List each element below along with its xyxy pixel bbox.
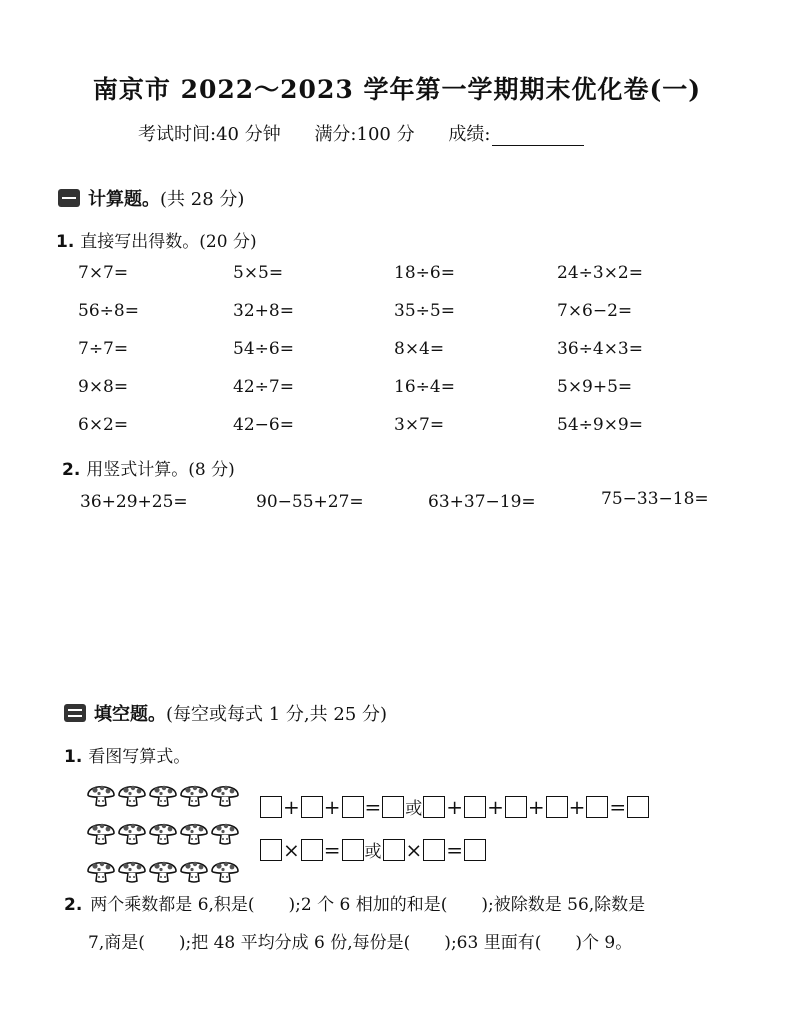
calc-item: 16÷4=: [394, 377, 455, 397]
roman-two-badge-icon: [64, 704, 86, 722]
mushroom-icon: [179, 778, 209, 808]
times-sign: ×: [283, 838, 300, 862]
question-text: 直接写出得数。(20 分): [80, 232, 257, 252]
calc-item: 5×9+5=: [557, 377, 633, 397]
mushroom-icon: [148, 854, 178, 884]
plus-sign: +: [527, 795, 545, 819]
exam-time: 考试时间:40 分钟: [138, 124, 281, 145]
calc-item: 42÷7=: [233, 377, 294, 397]
full-score: 满分:100 分: [314, 124, 415, 145]
equals-sign: =: [609, 795, 627, 819]
section-1-header: [58, 185, 244, 211]
plus-sign: +: [323, 795, 341, 819]
times-sign: ×: [405, 838, 423, 862]
calc-item: 35÷5=: [394, 301, 455, 321]
question-number: 2.: [64, 895, 83, 915]
mushroom-icon: [210, 778, 240, 808]
section-2-header: [64, 700, 387, 726]
equals-sign: =: [446, 838, 464, 862]
answer-box[interactable]: [586, 796, 608, 818]
calc-item: 54÷6=: [233, 339, 294, 359]
section-2-points: (每空或每式 1 分,共 25 分): [166, 704, 388, 725]
mushroom-picture: [86, 778, 240, 884]
calc-item: 8×4=: [394, 339, 445, 359]
mushroom-icon: [179, 854, 209, 884]
mushroom-icon: [210, 854, 240, 884]
answer-box[interactable]: [342, 796, 364, 818]
plus-sign: +: [487, 795, 504, 819]
mushroom-icon: [117, 854, 147, 884]
answer-box[interactable]: [260, 796, 282, 818]
calc-item: 54÷9×9=: [557, 415, 643, 435]
answer-box[interactable]: [342, 839, 364, 861]
question-number: 1.: [56, 232, 75, 252]
vertical-calc-item: 90−55+27=: [256, 492, 364, 512]
mushroom-icon: [148, 816, 178, 846]
calc-item: 32+8=: [233, 301, 294, 321]
question-text: 用竖式计算。(8 分): [86, 460, 235, 480]
question-text: 看图写算式。: [88, 747, 191, 767]
calc-item: 7÷7=: [78, 339, 129, 359]
calc-item: 56÷8=: [78, 301, 139, 321]
answer-box[interactable]: [301, 839, 323, 861]
calc-item: 3×7=: [394, 415, 445, 435]
question-2-1: [64, 742, 190, 767]
mushroom-icon: [86, 854, 116, 884]
answer-box[interactable]: [260, 839, 282, 861]
roman-one-badge-icon: [58, 189, 80, 207]
calc-item: 6×2=: [78, 415, 129, 435]
calc-item: 9×8=: [78, 377, 129, 397]
calc-item: 18÷6=: [394, 263, 455, 283]
multiplication-equation-row: [260, 837, 486, 862]
vertical-calc-item: 36+29+25=: [80, 492, 188, 512]
answer-box[interactable]: [464, 796, 486, 818]
plus-sign: +: [446, 795, 464, 819]
mushroom-icon: [210, 816, 240, 846]
score-label: 成绩:: [448, 124, 491, 145]
section-1-points: (共 28 分): [160, 189, 245, 210]
score-blank[interactable]: [492, 127, 584, 146]
mushroom-icon: [179, 816, 209, 846]
answer-box[interactable]: [546, 796, 568, 818]
equals-sign: =: [323, 838, 341, 862]
question-1-1: [56, 227, 257, 252]
answer-box[interactable]: [301, 796, 323, 818]
vertical-calc-item: 63+37−19=: [428, 492, 536, 512]
mushroom-icon: [86, 816, 116, 846]
answer-box[interactable]: [423, 796, 445, 818]
plus-sign: +: [283, 795, 300, 819]
calc-item: 42−6=: [233, 415, 294, 435]
mushroom-icon: [117, 778, 147, 808]
addition-equation-row: [260, 794, 649, 819]
answer-box[interactable]: [382, 796, 404, 818]
question-number: 2.: [62, 460, 81, 480]
or-word: 或: [405, 799, 423, 819]
calc-item: 5×5=: [233, 263, 284, 283]
answer-box[interactable]: [464, 839, 486, 861]
mushroom-icon: [148, 778, 178, 808]
section-2-title: 填空题。: [94, 704, 166, 725]
or-word: 或: [364, 842, 382, 862]
calc-item: 7×7=: [78, 263, 129, 283]
section-1-title: 计算题。: [88, 189, 160, 210]
exam-info: [138, 120, 612, 146]
question-line-1: 两个乘数都是 6,积是( );2 个 6 相加的和是( );被除数是 56,除数是: [90, 895, 646, 915]
calc-item: 24÷3×2=: [557, 263, 643, 283]
question-number: 1.: [64, 747, 83, 767]
question-1-2: [62, 455, 235, 480]
question-line-2: 7,商是( );把 48 平均分成 6 份,每份是( );63 里面有( )个 9。: [88, 933, 633, 953]
equals-sign: =: [364, 795, 382, 819]
calc-item: 7×6−2=: [557, 301, 633, 321]
vertical-calc-item: 75−33−18=: [601, 489, 709, 509]
plus-sign: +: [568, 795, 586, 819]
mushroom-icon: [117, 816, 147, 846]
answer-box[interactable]: [505, 796, 527, 818]
calc-item: 36÷4×3=: [557, 339, 643, 359]
answer-box[interactable]: [627, 796, 649, 818]
answer-box[interactable]: [423, 839, 445, 861]
question-2-2: [64, 886, 764, 962]
mushroom-icon: [86, 778, 116, 808]
page-title: 南京市 2022～2023 学年第一学期期末优化卷(一): [92, 75, 702, 104]
answer-box[interactable]: [383, 839, 405, 861]
